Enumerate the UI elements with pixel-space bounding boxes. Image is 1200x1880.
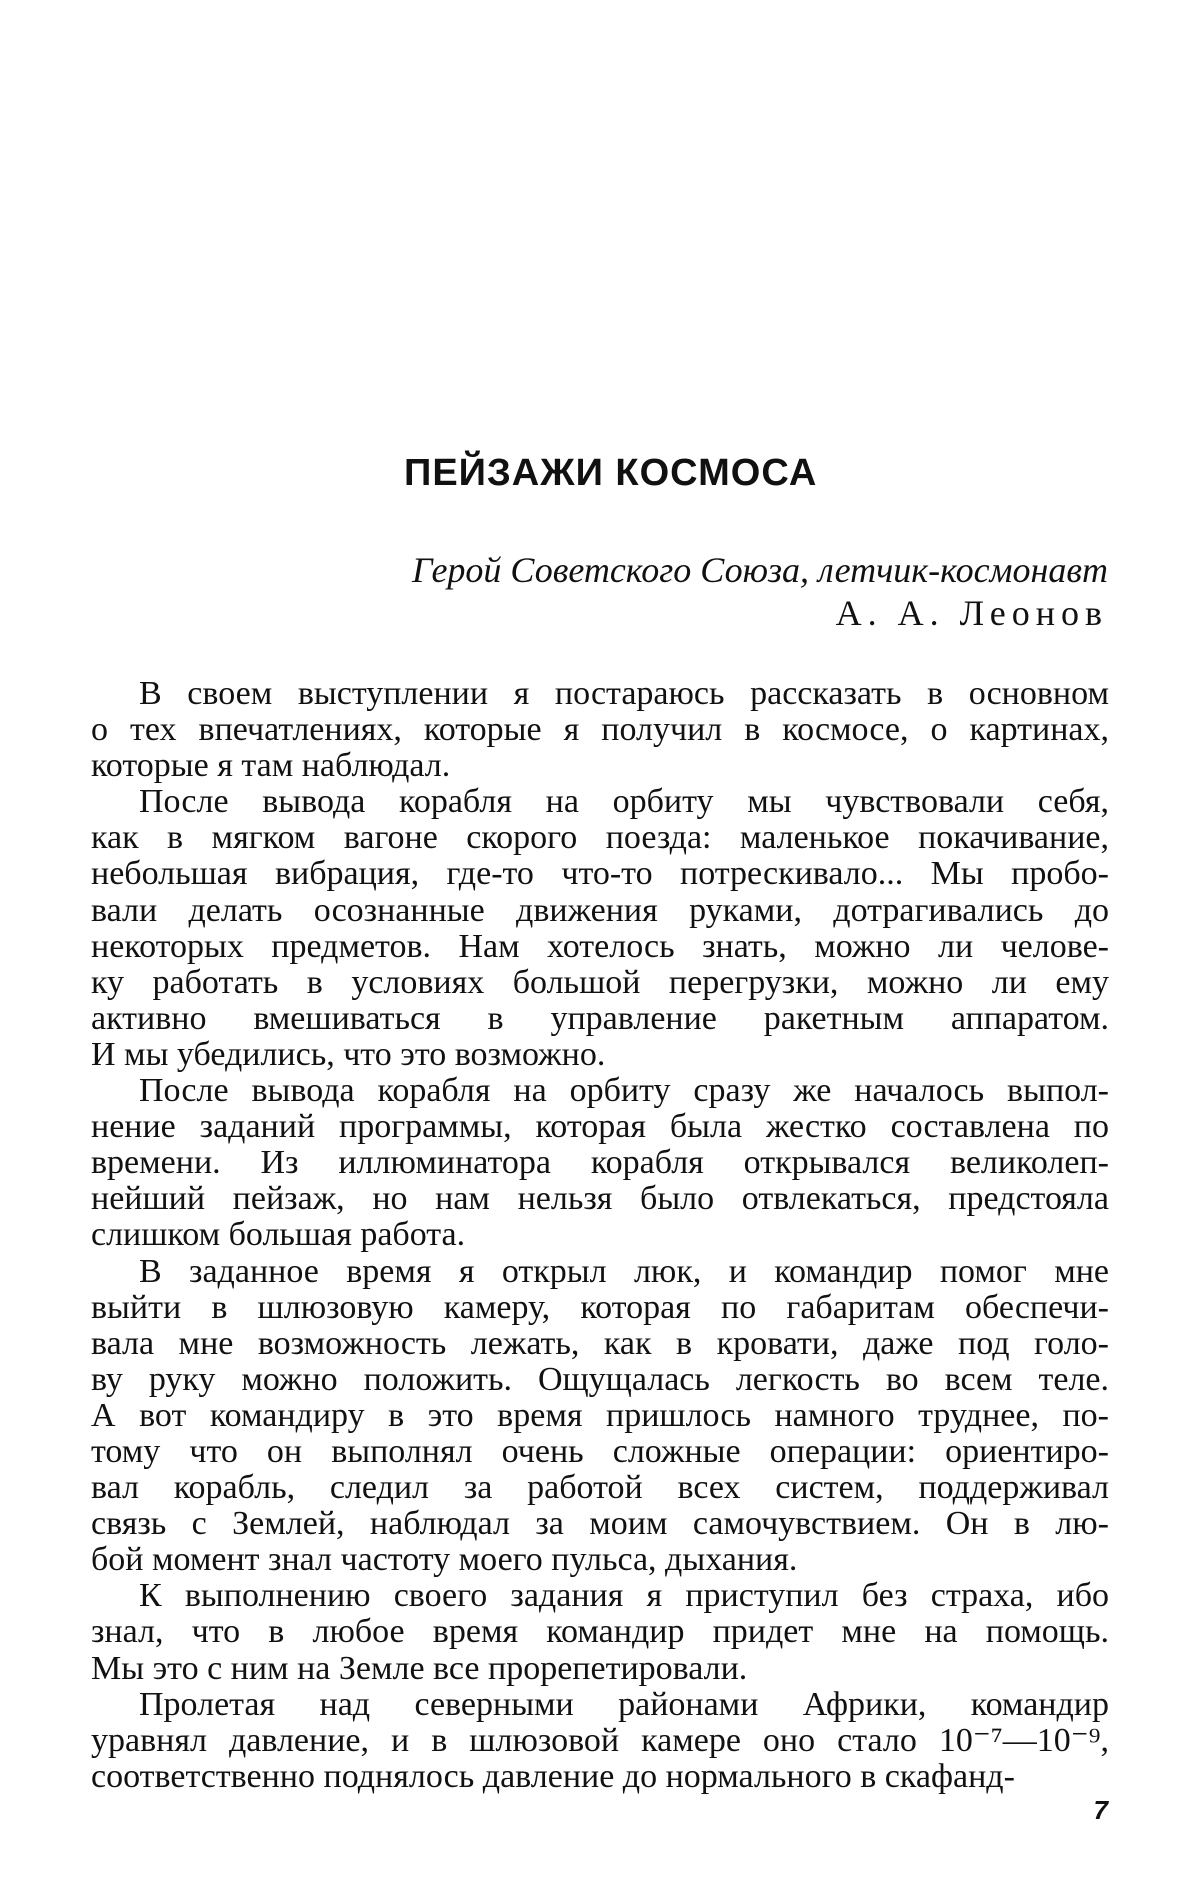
text-line: бой момент знал частоту моего пульса, дыхания. [91, 1541, 798, 1579]
text-line: вали делать осознанные движения руками, дотрагивались до [91, 891, 1109, 929]
text-line: уравнял давление, и в шлюзовой камере оно стало 10⁻⁷—10⁻⁹, [91, 1721, 1109, 1759]
text-line: И мы убедились, что это возможно. [91, 1035, 606, 1073]
text-line: ку работать в условиях большой перегрузки, можно ли ему [91, 963, 1109, 1001]
paragraph [91, 1687, 1109, 1795]
body-text [91, 676, 1109, 1795]
text-line: нейший пейзаж, но нам нельзя было отвлекаться, предстояла [91, 1180, 1109, 1218]
text-line: активно вмешиваться в управление ракетным аппаратом. [91, 999, 1109, 1037]
byline [412, 549, 1108, 635]
text-line: некоторых предметов. Нам хотелось знать, можно ли челове- [91, 927, 1109, 965]
paragraph [91, 784, 1109, 1073]
paragraph [91, 1578, 1109, 1686]
text-line: тому что он выполнял очень сложные операции: ориентиро- [91, 1432, 1109, 1470]
text-line: вала мне возможность лежать, как в кровати, даже под голо- [91, 1324, 1109, 1362]
text-line: Мы это с ним на Земле все прорепетировали. [91, 1649, 748, 1687]
chapter-title: ПЕЙЗАЖИ КОСМОСА [404, 452, 818, 494]
text-line: выйти в шлюзовую камеру, которая по габаритам обеспечи- [91, 1288, 1109, 1326]
text-line: о тех впечатлениях, которые я получил в космосе, о картинах, [91, 711, 1109, 749]
text-line: времени. Из иллюминатора корабля открывался великолеп- [91, 1144, 1109, 1182]
text-line: нение заданий программы, которая была жестко составлена по [91, 1108, 1109, 1146]
page-number: 7 [1093, 1795, 1108, 1825]
text-line: После вывода корабля на орбиту сразу же началось выпол- [139, 1072, 1109, 1110]
text-line: После вывода корабля на орбиту мы чувствовали себя, [139, 783, 1109, 821]
paragraph [91, 1254, 1109, 1579]
text-line: вал корабль, следил за работой всех систем, поддерживал [91, 1469, 1109, 1507]
text-line: ву руку можно положить. Ощущалась легкость во всем теле. [91, 1360, 1109, 1398]
author-role: Герой Советского Союза, летчик-космонавт [412, 550, 1108, 590]
text-line: соответственно поднялось давление до нормального в скафанд- [91, 1757, 1015, 1795]
text-line: небольшая вибрация, где-то что-то потрескивало... Мы пробо- [91, 855, 1109, 893]
text-line: слишком большая работа. [91, 1216, 466, 1254]
text-line: которые я там наблюдал. [91, 747, 451, 785]
text-line: знал, что в любое время командир придет мне на помощь. [91, 1613, 1109, 1651]
text-line: А вот командиру в это время пришлось намного труднее, по- [91, 1396, 1109, 1434]
text-line: связь с Землей, наблюдал за моим самочувствием. Он в лю- [91, 1505, 1109, 1543]
paragraph [91, 676, 1109, 784]
text-line: как в мягком вагоне скорого поезда: маленькое покачивание, [91, 819, 1109, 857]
text-line: В заданное время я открыл люк, и командир помог мне [139, 1252, 1109, 1290]
paragraph [91, 1073, 1109, 1253]
text-line: В своем выступлении я постараюсь рассказать в основном [139, 675, 1109, 712]
author-name: А. А. Леонов [835, 593, 1108, 633]
text-line: Пролетая над северными районами Африки, командир [139, 1685, 1109, 1723]
text-line: К выполнению своего задания я приступил без страха, ибо [139, 1577, 1109, 1615]
